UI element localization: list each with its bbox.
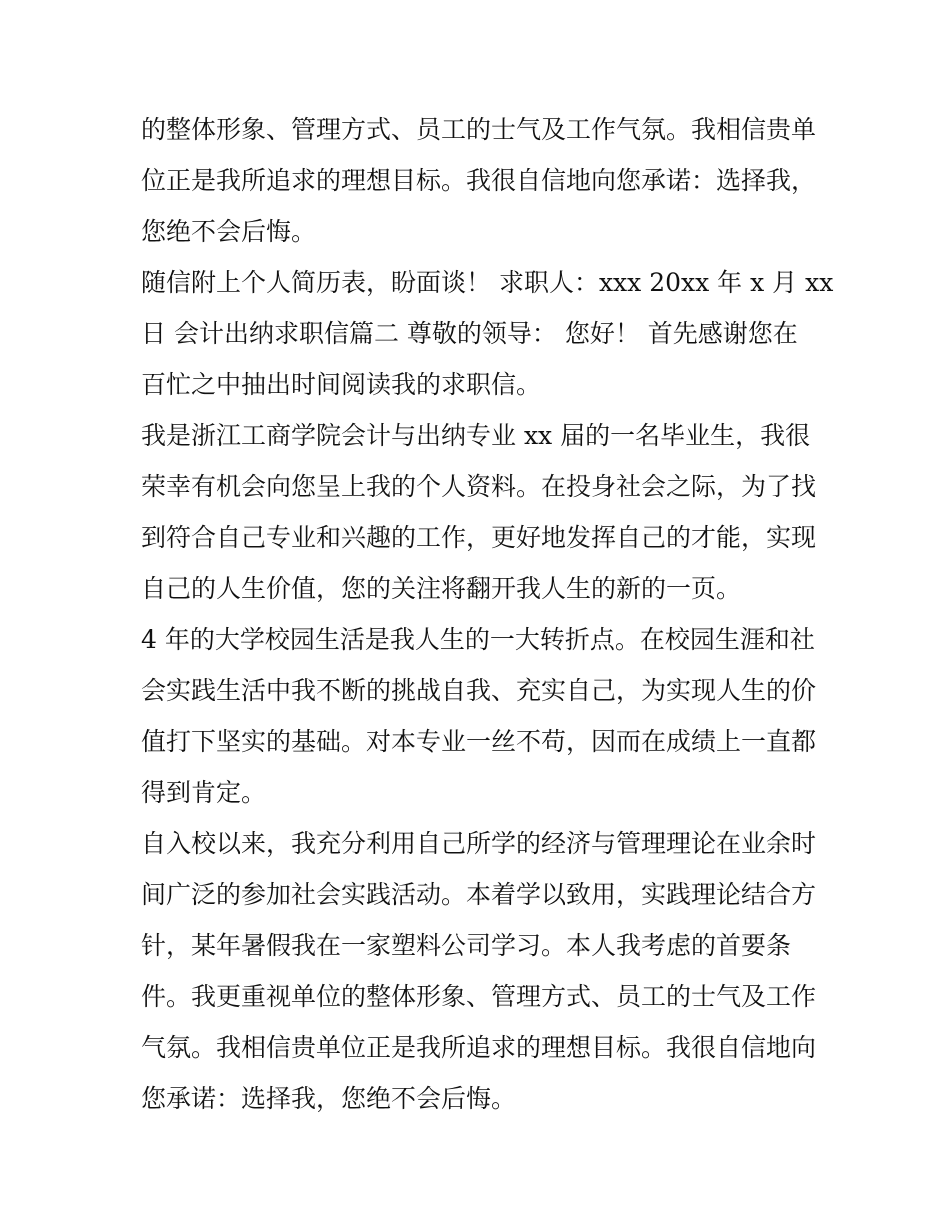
text-line: 您绝不会后悔。 — [141, 217, 317, 246]
text-line: 到符合自己专业和兴趣的工作，更好地发挥自己的才能，实现 — [141, 523, 817, 552]
text-line: 针，某年暑假我在一家塑料公司学习。本人我考虑的首要条 — [141, 931, 792, 960]
text-line: 随信附上个人简历表，盼面谈！ 求职人：xxx 20xx 年 x 月 xx — [141, 268, 834, 297]
text-line: 件。我更重视单位的整体形象、管理方式、员工的士气及工作 — [141, 982, 817, 1011]
text-line: 值打下坚实的基础。对本专业一丝不苟，因而在成绩上一直都 — [141, 727, 817, 756]
text-line: 的整体形象、管理方式、员工的士气及工作气氛。我相信贵单 — [141, 115, 817, 144]
text-line: 会实践生活中我不断的挑战自我、充实自己，为实现人生的价 — [141, 676, 817, 705]
text-line: 气氛。我相信贵单位正是我所追求的理想目标。我很自信地向 — [141, 1033, 817, 1062]
text-line: 位正是我所追求的理想目标。我很自信地向您承诺：选择我， — [141, 166, 817, 195]
text-line: 4 年的大学校园生活是我人生的一大转折点。在校园生涯和社 — [141, 625, 815, 654]
text-line: 自入校以来，我充分利用自己所学的经济与管理理论在业余时 — [141, 829, 817, 858]
text-line: 荣幸有机会向您呈上我的个人资料。在投身社会之际，为了找 — [141, 472, 817, 501]
text-line: 自己的人生价值，您的关注将翻开我人生的新的一页。 — [141, 574, 742, 603]
text-line: 您承诺：选择我，您绝不会后悔。 — [141, 1084, 517, 1113]
text-line: 日 会计出纳求职信篇二 尊敬的领导： 您好！ 首先感谢您在 — [141, 319, 798, 348]
text-line: 得到肯定。 — [141, 778, 267, 807]
text-line: 间广泛的参加社会实践活动。本着学以致用，实践理论结合方 — [141, 880, 817, 909]
text-line: 我是浙江工商学院会计与出纳专业 xx 届的一名毕业生，我很 — [141, 421, 811, 450]
document-body — [141, 104, 834, 1124]
text-line: 百忙之中抽出时间阅读我的求职信。 — [141, 370, 542, 399]
